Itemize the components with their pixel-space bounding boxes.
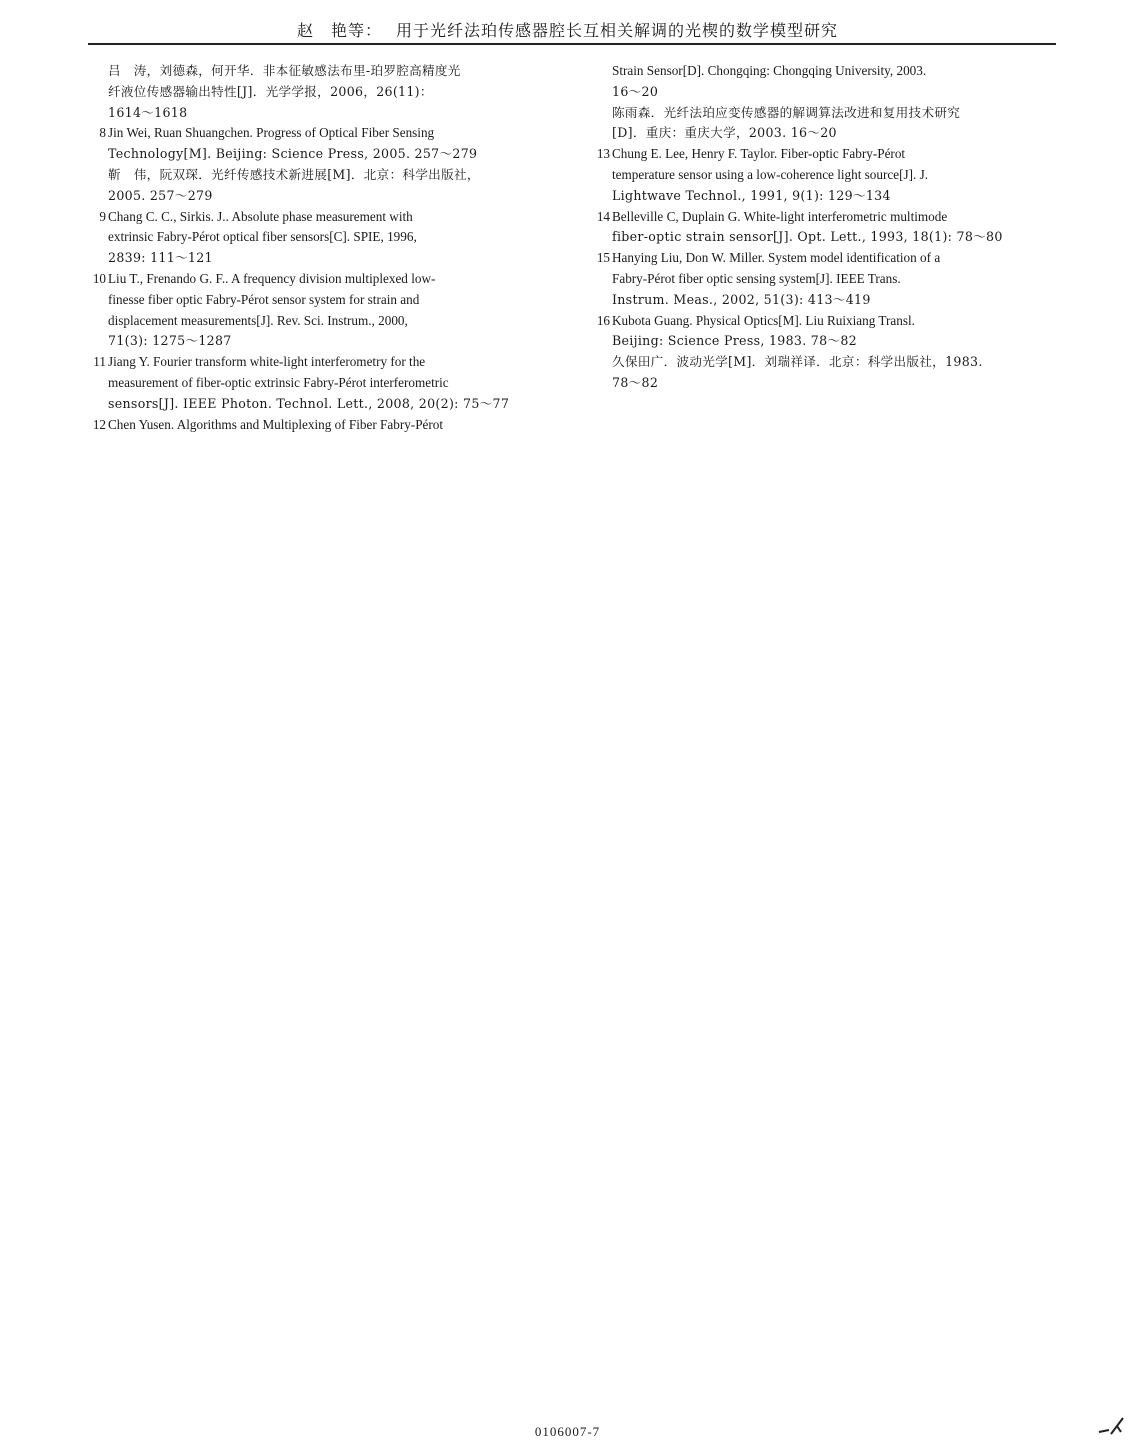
reference-line: finesse fiber optic Fabry-Pérot sensor system for strain and [108, 291, 420, 307]
reference-number: 14 [596, 208, 610, 224]
reference-line: measurement of fiber-optic extrinsic Fabry-Pérot interferometric [108, 374, 449, 390]
reference-item [592, 61, 1054, 144]
reference-line: Technology[M]. Beijing: Science Press, 2005. 257～279 [108, 146, 478, 162]
reference-line: Hanying Liu, Don W. Miller. System model identification of a [612, 250, 941, 266]
reference-number: 13 [596, 146, 610, 162]
reference-line: [D]．重庆：重庆大学，2003. 16～20 [612, 125, 837, 141]
reference-line: extrinsic Fabry-Pérot optical fiber sensors[C]. SPIE, 1996, [108, 229, 417, 245]
header-title: 用于光纤法珀传感器腔长互相关解调的光楔的数学模型研究 [396, 21, 839, 40]
reference-line: 久保田广．波动光学[M]．刘瑞祥译．北京：科学出版社，1983. [612, 354, 983, 370]
page-number: 0106007-7 [534, 1424, 601, 1439]
reference-line: 吕 涛，刘德森，何开华．非本征敏感法布里-珀罗腔高精度光 [108, 63, 461, 78]
reference-line: Fabry-Pérot fiber optic sensing system[J]. IEEE Trans. [612, 270, 901, 286]
reference-number: 15 [596, 250, 610, 266]
reference-number: 10 [92, 270, 106, 286]
reference-line: Chung E. Lee, Henry F. Taylor. Fiber-optic Fabry-Pérot [612, 146, 906, 162]
reference-line: fiber-optic strain sensor[J]. Opt. Lett., 1993, 18(1): 78～80 [612, 229, 1003, 245]
reference-number: 11 [93, 354, 106, 370]
reference-number: 12 [92, 416, 106, 432]
references-right-column [592, 61, 1054, 394]
header-rule [88, 43, 1056, 45]
reference-line: 纤液位传感器输出特性[J]．光学学报，2006，26(11)： [108, 83, 433, 99]
reference-line: 2839: 111～121 [108, 250, 213, 266]
reference-item [592, 144, 1054, 206]
reference-number: 16 [596, 312, 610, 328]
reference-line: Chen Yusen. Algorithms and Multiplexing of Fiber Fabry-Pérot [108, 416, 444, 432]
reference-line: 78～82 [612, 374, 659, 390]
reference-line: 71(3): 1275～1287 [108, 333, 232, 349]
reference-item [88, 123, 550, 206]
corner-mark-icon [1097, 1414, 1127, 1436]
reference-line: 1614～1618 [108, 104, 188, 120]
reference-item [88, 207, 550, 269]
reference-line: Kubota Guang. Physical Optics[M]. Liu Ruixiang Transl. [612, 312, 915, 328]
reference-number: 9 [99, 208, 106, 224]
references-left-column [88, 61, 550, 435]
running-header [0, 18, 1135, 41]
reference-line: Liu T., Frenando G. F.. A frequency division multiplexed low- [108, 270, 436, 286]
reference-line: Jin Wei, Ruan Shuangchen. Progress of Optical Fiber Sensing [108, 125, 435, 141]
header-author: 赵 艳等： [296, 21, 382, 40]
reference-item [88, 415, 550, 436]
reference-number: 8 [99, 125, 106, 141]
reference-line: Chang C. C., Sirkis. J.. Absolute phase measurement with [108, 208, 413, 224]
reference-line: temperature sensor using a low-coherence light source[J]. J. [612, 166, 929, 182]
reference-line: 陈雨森．光纤法珀应变传感器的解调算法改进和复用技术研究 [612, 104, 961, 120]
reference-item [592, 311, 1054, 394]
reference-line: Jiang Y. Fourier transform white-light interferometry for the [108, 354, 426, 370]
reference-line: 16～20 [612, 83, 659, 99]
reference-item [88, 61, 550, 123]
reference-line: Strain Sensor[D]. Chongqing: Chongqing University, 2003. [612, 63, 927, 78]
reference-item [592, 248, 1054, 310]
reference-item [88, 269, 550, 352]
reference-line: Lightwave Technol., 1991, 9(1): 129～134 [612, 187, 891, 203]
reference-line: 靳 伟，阮双琛．光纤传感技术新进展[M]．北京：科学出版社， [108, 166, 480, 182]
reference-line: Belleville C, Duplain G. White-light interferometric multimode [612, 208, 948, 224]
reference-line: sensors[J]. IEEE Photon. Technol. Lett., 2008, 20(2): 75～77 [108, 395, 510, 411]
reference-line: Beijing: Science Press, 1983. 78～82 [612, 333, 857, 349]
reference-item [88, 352, 550, 414]
reference-item [592, 207, 1054, 249]
reference-line: 2005. 257～279 [108, 187, 213, 203]
reference-line: Instrum. Meas., 2002, 51(3): 413～419 [612, 291, 871, 307]
reference-line: displacement measurements[J]. Rev. Sci. Instrum., 2000, [108, 312, 408, 328]
